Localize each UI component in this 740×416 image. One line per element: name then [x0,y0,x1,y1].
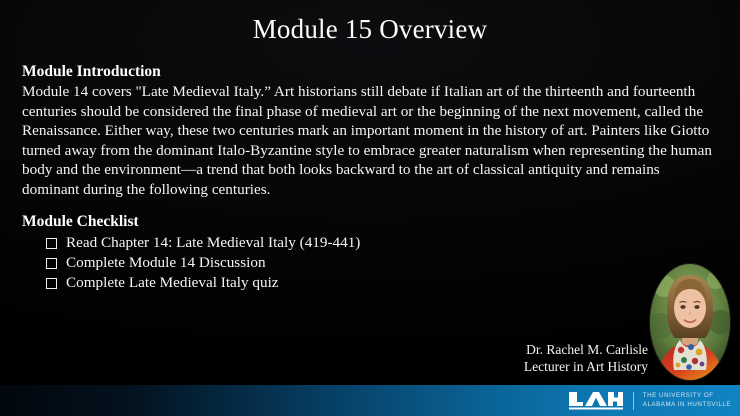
module-introduction-section [22,62,719,199]
empty-checkbox-icon[interactable] [46,258,57,269]
module-introduction-heading: Module Introduction [22,63,161,80]
presenter-name: Dr. Rachel M. Carlisle [526,342,648,357]
list-item[interactable] [22,253,582,273]
module-checklist-section [22,212,582,293]
footer-bar [0,385,740,416]
list-item[interactable] [22,233,582,253]
avatar [650,264,730,380]
institution-name [643,392,731,408]
presenter-byline [524,341,648,375]
checklist-item-label: Read Chapter 14: Late Medieval Italy (419-441) [66,234,361,251]
page-title: Module 15 Overview [252,14,488,44]
portrait-photo [650,264,730,380]
institution-line-1: THE UNIVERSITY OF [642,392,714,400]
institution-line-2: ALABAMA IN HUNTSVILLE [642,400,731,408]
checklist-item-label: Complete Module 14 Discussion [66,254,266,271]
uah-monogram-logo [568,391,624,410]
logo-divider [633,392,634,410]
module-checklist-heading: Module Checklist [22,213,139,230]
checklist-item-label: Complete Late Medieval Italy quiz [66,274,279,291]
empty-checkbox-icon[interactable] [46,278,57,289]
list-item[interactable] [22,273,582,293]
module-introduction-paragraph: Module 14 covers "Late Medieval Italy.” Art historians still debate if Italian art of the thirteenth and fourteenth centuries should be considered the final phase of medieval art or the beginning of the next movement, called the Renaissance. Either way, these two centuries mark an important moment in the history of art. Painters like Giotto turned away from the dominant Italo-Byzantine style to embrace greater naturalism when representing the human body and the environment—a trend that both looks backward to the art of classical antiquity and remains dominant during the following centuries. [22,83,712,198]
footer-branding [568,385,731,416]
checklist [22,233,582,293]
presenter-title: Lecturer in Art History [523,359,648,374]
empty-checkbox-icon[interactable] [46,238,57,249]
